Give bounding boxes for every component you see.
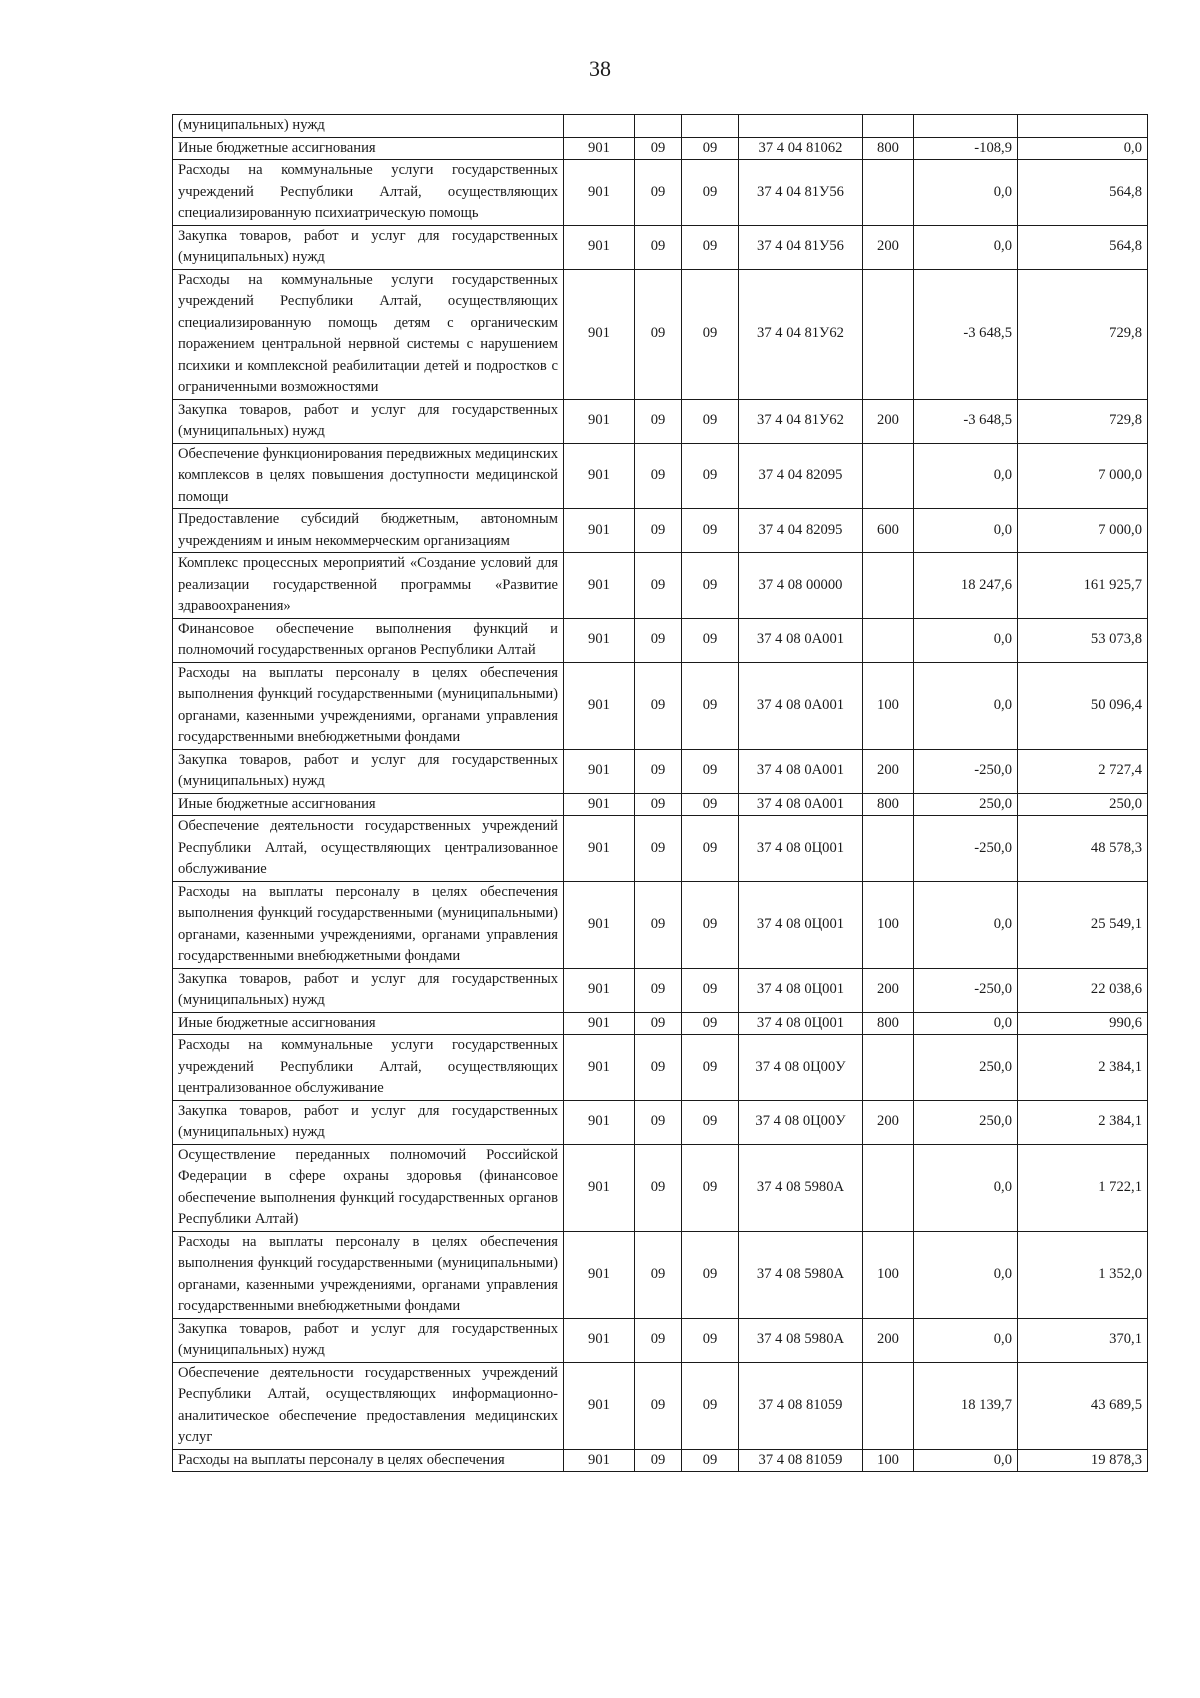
expense-type-code: 100: [863, 881, 914, 968]
expense-type-code: [863, 269, 914, 399]
subsection-code: 09: [682, 793, 739, 816]
item-description: Иные бюджетные ассигнования: [173, 1012, 564, 1035]
section-code: 09: [635, 1100, 682, 1144]
amount-total: 7 000,0: [1018, 509, 1148, 553]
table-row: [173, 137, 1148, 160]
subsection-code: 09: [682, 1100, 739, 1144]
target-article-code: 37 4 08 81059: [739, 1362, 863, 1449]
amount-total: 25 549,1: [1018, 881, 1148, 968]
amount-change: [914, 115, 1018, 138]
table-row: [173, 1318, 1148, 1362]
target-article-code: 37 4 08 0Ц00У: [739, 1035, 863, 1101]
expense-type-code: [863, 115, 914, 138]
subsection-code: 09: [682, 1035, 739, 1101]
item-description: Закупка товаров, работ и услуг для государственных (муниципальных) нужд: [173, 749, 564, 793]
table-row: [173, 443, 1148, 509]
section-code: 09: [635, 509, 682, 553]
expense-type-code: 100: [863, 1449, 914, 1472]
target-article-code: 37 4 08 5980А: [739, 1318, 863, 1362]
expense-type-code: 800: [863, 137, 914, 160]
expense-type-code: [863, 816, 914, 882]
amount-total: 250,0: [1018, 793, 1148, 816]
subsection-code: 09: [682, 443, 739, 509]
amount-change: 0,0: [914, 225, 1018, 269]
ministry-code: 901: [564, 881, 635, 968]
amount-total: 50 096,4: [1018, 662, 1148, 749]
subsection-code: 09: [682, 968, 739, 1012]
subsection-code: 09: [682, 881, 739, 968]
amount-change: 0,0: [914, 1144, 1018, 1231]
target-article-code: 37 4 04 81062: [739, 137, 863, 160]
section-code: 09: [635, 1144, 682, 1231]
amount-change: -250,0: [914, 968, 1018, 1012]
ministry-code: 901: [564, 1449, 635, 1472]
amount-change: 250,0: [914, 1035, 1018, 1101]
table-row: [173, 618, 1148, 662]
item-description: Финансовое обеспечение выполнения функций и полномочий государственных органов Республики Алтай: [173, 618, 564, 662]
item-description: Осуществление переданных полномочий Российской Федерации в сфере охраны здоровья (финансовое обеспечение выполнения функций государственных органов Республики Алтай): [173, 1144, 564, 1231]
ministry-code: 901: [564, 1035, 635, 1101]
target-article-code: 37 4 08 5980А: [739, 1231, 863, 1318]
ministry-code: 901: [564, 443, 635, 509]
amount-change: 18 139,7: [914, 1362, 1018, 1449]
item-description: Расходы на коммунальные услуги государственных учреждений Республики Алтай, осуществляющих специализированную психиатрическую помощь: [173, 160, 564, 226]
item-description: Обеспечение деятельности государственных учреждений Республики Алтай, осуществляющих централизованное обслуживание: [173, 816, 564, 882]
section-code: 09: [635, 160, 682, 226]
amount-total: [1018, 115, 1148, 138]
section-code: 09: [635, 1318, 682, 1362]
amount-change: -3 648,5: [914, 399, 1018, 443]
section-code: 09: [635, 816, 682, 882]
target-article-code: 37 4 08 81059: [739, 1449, 863, 1472]
amount-change: 0,0: [914, 1318, 1018, 1362]
subsection-code: 09: [682, 137, 739, 160]
ministry-code: 901: [564, 1231, 635, 1318]
amount-change: -250,0: [914, 749, 1018, 793]
ministry-code: 901: [564, 509, 635, 553]
amount-total: 1 352,0: [1018, 1231, 1148, 1318]
subsection-code: 09: [682, 225, 739, 269]
ministry-code: 901: [564, 749, 635, 793]
subsection-code: 09: [682, 816, 739, 882]
target-article-code: 37 4 08 0А001: [739, 749, 863, 793]
table-row: [173, 1449, 1148, 1472]
item-description: Закупка товаров, работ и услуг для государственных (муниципальных) нужд: [173, 968, 564, 1012]
item-description: Иные бюджетные ассигнования: [173, 137, 564, 160]
expense-type-code: 200: [863, 749, 914, 793]
section-code: 09: [635, 1362, 682, 1449]
section-code: 09: [635, 269, 682, 399]
amount-change: 0,0: [914, 662, 1018, 749]
target-article-code: 37 4 08 0А001: [739, 662, 863, 749]
table-row: [173, 1012, 1148, 1035]
section-code: 09: [635, 618, 682, 662]
table-row: [173, 1362, 1148, 1449]
item-description: Расходы на коммунальные услуги государственных учреждений Республики Алтай, осуществляющих централизованное обслуживание: [173, 1035, 564, 1101]
section-code: 09: [635, 399, 682, 443]
expense-type-code: 800: [863, 1012, 914, 1035]
item-description: Обеспечение функционирования передвижных медицинских комплексов в целях повышения доступности медицинской помощи: [173, 443, 564, 509]
expense-type-code: 800: [863, 793, 914, 816]
amount-change: -250,0: [914, 816, 1018, 882]
item-description: (муниципальных) нужд: [173, 115, 564, 138]
amount-total: 7 000,0: [1018, 443, 1148, 509]
amount-change: 250,0: [914, 793, 1018, 816]
section-code: 09: [635, 1449, 682, 1472]
section-code: 09: [635, 225, 682, 269]
subsection-code: 09: [682, 1449, 739, 1472]
table-row: [173, 749, 1148, 793]
table-row: [173, 881, 1148, 968]
amount-change: 0,0: [914, 881, 1018, 968]
expense-type-code: 200: [863, 1100, 914, 1144]
subsection-code: 09: [682, 399, 739, 443]
amount-total: 53 073,8: [1018, 618, 1148, 662]
expense-type-code: 100: [863, 1231, 914, 1318]
ministry-code: 901: [564, 816, 635, 882]
table-row: [173, 662, 1148, 749]
target-article-code: 37 4 04 81У56: [739, 160, 863, 226]
item-description: Закупка товаров, работ и услуг для государственных (муниципальных) нужд: [173, 1318, 564, 1362]
table-row: [173, 115, 1148, 138]
subsection-code: 09: [682, 1231, 739, 1318]
amount-change: 0,0: [914, 618, 1018, 662]
item-description: Комплекс процессных мероприятий «Создание условий для реализации государственной программы «Развитие здравоохранения»: [173, 553, 564, 619]
amount-total: 48 578,3: [1018, 816, 1148, 882]
target-article-code: 37 4 04 81У62: [739, 269, 863, 399]
amount-total: 2 384,1: [1018, 1035, 1148, 1101]
section-code: 09: [635, 443, 682, 509]
item-description: Иные бюджетные ассигнования: [173, 793, 564, 816]
target-article-code: 37 4 08 0Ц001: [739, 968, 863, 1012]
amount-total: 1 722,1: [1018, 1144, 1148, 1231]
section-code: 09: [635, 793, 682, 816]
subsection-code: 09: [682, 1318, 739, 1362]
amount-total: 729,8: [1018, 269, 1148, 399]
subsection-code: 09: [682, 1012, 739, 1035]
ministry-code: [564, 115, 635, 138]
expense-type-code: 200: [863, 399, 914, 443]
section-code: 09: [635, 553, 682, 619]
amount-total: 564,8: [1018, 160, 1148, 226]
table-row: [173, 1035, 1148, 1101]
ministry-code: 901: [564, 137, 635, 160]
amount-change: 0,0: [914, 160, 1018, 226]
expense-type-code: 200: [863, 968, 914, 1012]
expense-type-code: 200: [863, 1318, 914, 1362]
expense-type-code: [863, 618, 914, 662]
expense-type-code: [863, 553, 914, 619]
expense-type-code: 200: [863, 225, 914, 269]
subsection-code: 09: [682, 553, 739, 619]
table-row: [173, 553, 1148, 619]
subsection-code: 09: [682, 509, 739, 553]
table-row: [173, 793, 1148, 816]
amount-total: 22 038,6: [1018, 968, 1148, 1012]
target-article-code: 37 4 08 5980А: [739, 1144, 863, 1231]
target-article-code: 37 4 08 0А001: [739, 618, 863, 662]
amount-change: 0,0: [914, 1012, 1018, 1035]
section-code: 09: [635, 1231, 682, 1318]
table-row: [173, 1144, 1148, 1231]
expense-type-code: [863, 443, 914, 509]
ministry-code: 901: [564, 1012, 635, 1035]
subsection-code: 09: [682, 749, 739, 793]
ministry-code: 901: [564, 160, 635, 226]
expense-type-code: [863, 160, 914, 226]
section-code: 09: [635, 662, 682, 749]
target-article-code: 37 4 04 82095: [739, 509, 863, 553]
ministry-code: 901: [564, 793, 635, 816]
section-code: 09: [635, 1012, 682, 1035]
ministry-code: 901: [564, 618, 635, 662]
target-article-code: 37 4 08 00000: [739, 553, 863, 619]
amount-total: 729,8: [1018, 399, 1148, 443]
amount-total: 370,1: [1018, 1318, 1148, 1362]
amount-total: 564,8: [1018, 225, 1148, 269]
table-row: [173, 509, 1148, 553]
ministry-code: 901: [564, 968, 635, 1012]
ministry-code: 901: [564, 1362, 635, 1449]
table-row: [173, 1100, 1148, 1144]
subsection-code: 09: [682, 1362, 739, 1449]
subsection-code: 09: [682, 1144, 739, 1231]
amount-change: 0,0: [914, 1231, 1018, 1318]
table-row: [173, 1231, 1148, 1318]
target-article-code: 37 4 04 81У62: [739, 399, 863, 443]
item-description: Расходы на выплаты персоналу в целях обеспечения выполнения функций государственными (муниципальными) органами, казенными учреждениями, органами управления государственными внебюджетными фондами: [173, 662, 564, 749]
target-article-code: 37 4 08 0Ц00У: [739, 1100, 863, 1144]
table-row: [173, 816, 1148, 882]
target-article-code: 37 4 08 0А001: [739, 793, 863, 816]
page-number: 38: [589, 56, 611, 81]
expense-type-code: 100: [863, 662, 914, 749]
item-description: Закупка товаров, работ и услуг для государственных (муниципальных) нужд: [173, 225, 564, 269]
target-article-code: 37 4 08 0Ц001: [739, 881, 863, 968]
ministry-code: 901: [564, 1144, 635, 1231]
amount-total: 161 925,7: [1018, 553, 1148, 619]
amount-total: 2 384,1: [1018, 1100, 1148, 1144]
amount-total: 2 727,4: [1018, 749, 1148, 793]
subsection-code: [682, 115, 739, 138]
amount-total: 43 689,5: [1018, 1362, 1148, 1449]
item-description: Предоставление субсидий бюджетным, автономным учреждениям и иным некоммерческим организациям: [173, 509, 564, 553]
section-code: 09: [635, 137, 682, 160]
expense-type-code: [863, 1144, 914, 1231]
section-code: 09: [635, 968, 682, 1012]
amount-change: 18 247,6: [914, 553, 1018, 619]
amount-total: 19 878,3: [1018, 1449, 1148, 1472]
item-description: Расходы на выплаты персоналу в целях обеспечения: [173, 1449, 564, 1472]
item-description: Расходы на коммунальные услуги государственных учреждений Республики Алтай, осуществляющих специализированную помощь детям с органическим поражением центральной нервной системы с нарушением психики и комплексной реабилитации детей и подростков с ограниченными возможностями: [173, 269, 564, 399]
item-description: Закупка товаров, работ и услуг для государственных (муниципальных) нужд: [173, 399, 564, 443]
item-description: Закупка товаров, работ и услуг для государственных (муниципальных) нужд: [173, 1100, 564, 1144]
amount-change: 250,0: [914, 1100, 1018, 1144]
target-article-code: 37 4 08 0Ц001: [739, 1012, 863, 1035]
expense-type-code: 600: [863, 509, 914, 553]
amount-change: 0,0: [914, 1449, 1018, 1472]
target-article-code: 37 4 04 82095: [739, 443, 863, 509]
ministry-code: 901: [564, 269, 635, 399]
item-description: Расходы на выплаты персоналу в целях обеспечения выполнения функций государственными (муниципальными) органами, казенными учреждениями, органами управления государственными внебюджетными фондами: [173, 1231, 564, 1318]
section-code: 09: [635, 749, 682, 793]
amount-total: 0,0: [1018, 137, 1148, 160]
item-description: Расходы на выплаты персоналу в целях обеспечения выполнения функций государственными (муниципальными) органами, казенными учреждениями, органами управления государственными внебюджетными фондами: [173, 881, 564, 968]
section-code: [635, 115, 682, 138]
subsection-code: 09: [682, 618, 739, 662]
amount-change: 0,0: [914, 509, 1018, 553]
amount-change: 0,0: [914, 443, 1018, 509]
ministry-code: 901: [564, 662, 635, 749]
section-code: 09: [635, 881, 682, 968]
section-code: 09: [635, 1035, 682, 1101]
amount-change: -108,9: [914, 137, 1018, 160]
expense-type-code: [863, 1362, 914, 1449]
ministry-code: 901: [564, 1100, 635, 1144]
subsection-code: 09: [682, 160, 739, 226]
subsection-code: 09: [682, 662, 739, 749]
amount-total: 990,6: [1018, 1012, 1148, 1035]
table-row: [173, 160, 1148, 226]
budget-table: [172, 114, 1148, 1472]
target-article-code: 37 4 04 81У56: [739, 225, 863, 269]
table-row: [173, 225, 1148, 269]
target-article-code: 37 4 08 0Ц001: [739, 816, 863, 882]
ministry-code: 901: [564, 553, 635, 619]
table-row: [173, 968, 1148, 1012]
expense-type-code: [863, 1035, 914, 1101]
table-row: [173, 269, 1148, 399]
subsection-code: 09: [682, 269, 739, 399]
target-article-code: [739, 115, 863, 138]
ministry-code: 901: [564, 399, 635, 443]
ministry-code: 901: [564, 225, 635, 269]
table-row: [173, 399, 1148, 443]
ministry-code: 901: [564, 1318, 635, 1362]
amount-change: -3 648,5: [914, 269, 1018, 399]
item-description: Обеспечение деятельности государственных учреждений Республики Алтай, осуществляющих информационно-аналитическое обеспечение предоставления медицинских услуг: [173, 1362, 564, 1449]
